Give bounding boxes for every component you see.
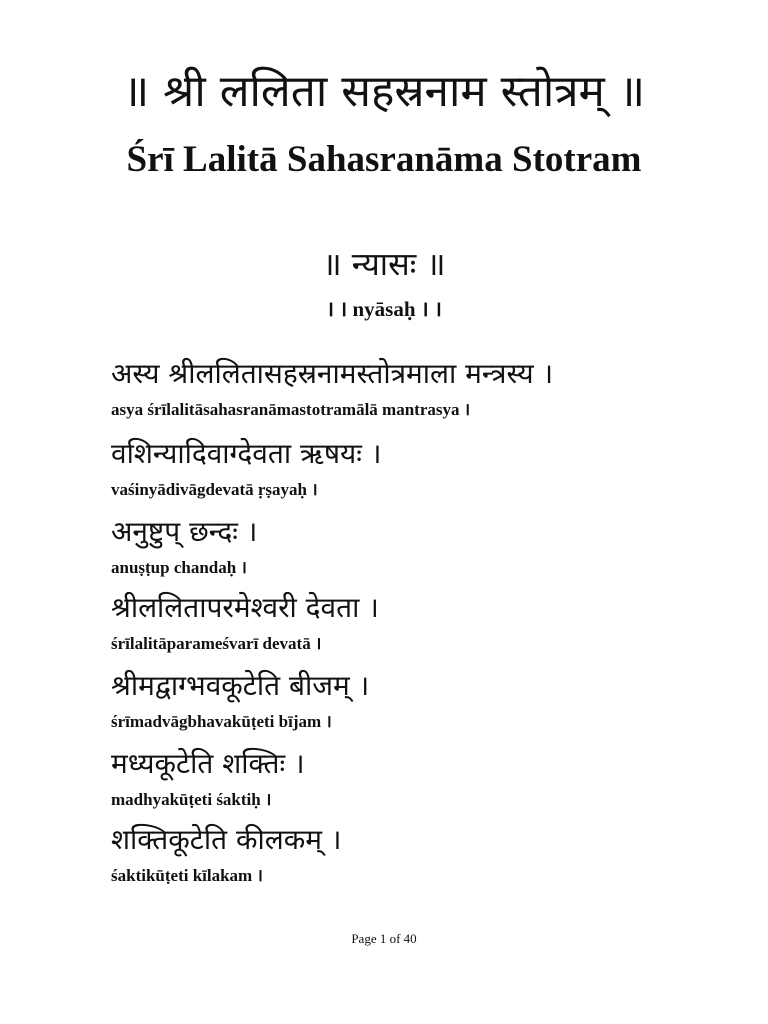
verse-block [111,818,731,888]
verse-devanagari: शक्तिकूटेति कीलकम् । [111,823,342,856]
verse-transliteration: madhyakūṭeti śaktiḥ । [111,790,272,809]
section-heading-devanagari: ॥ न्यासः ॥ [322,245,446,283]
title-devanagari: ॥ श्री ललिता सहस्रनाम स्तोत्रम् ॥ [122,66,646,117]
verse-devanagari: अस्य श्रीललितासहस्रनामस्तोत्रमाला मन्त्रस्य । [111,357,554,390]
verse-transliteration: śaktikūṭeti kīlakam । [111,866,263,885]
verse-transliteration: anuṣṭup chandaḥ । [111,558,247,577]
title-transliteration: Śrī Lalitā Sahasranāma Stotram [126,139,642,180]
section-heading-transliteration: । । nyāsaḥ । । [326,297,442,321]
verse-devanagari: मध्यकूटेति शक्तिः । [111,747,305,780]
verse-block [111,352,731,422]
verse-devanagari: श्रीललितापरमेश्वरी देवता । [111,591,379,624]
verse-block [111,664,731,734]
verse-devanagari: श्रीमद्वाग्भवकूटेति बीजम् । [111,669,370,702]
verse-devanagari: अनुष्टुप् छन्दः । [111,515,258,548]
verse-transliteration: asya śrīlalitāsahasranāmastotramālā mantrasya । [111,400,471,419]
verse-transliteration: śrīlalitāparameśvarī devatā । [111,634,322,653]
page-number: Page 1 of 40 [351,931,417,946]
verse-devanagari: वशिन्यादिवाग्देवता ऋषयः । [111,437,382,470]
verse-block [111,586,731,656]
verse-transliteration: vaśinyādivāgdevatā ṛṣayaḥ । [111,480,318,499]
verse-block [111,510,731,580]
verse-block [111,432,731,502]
verse-block [111,742,731,812]
verse-transliteration: śrīmadvāgbhavakūṭeti bījam । [111,712,332,731]
